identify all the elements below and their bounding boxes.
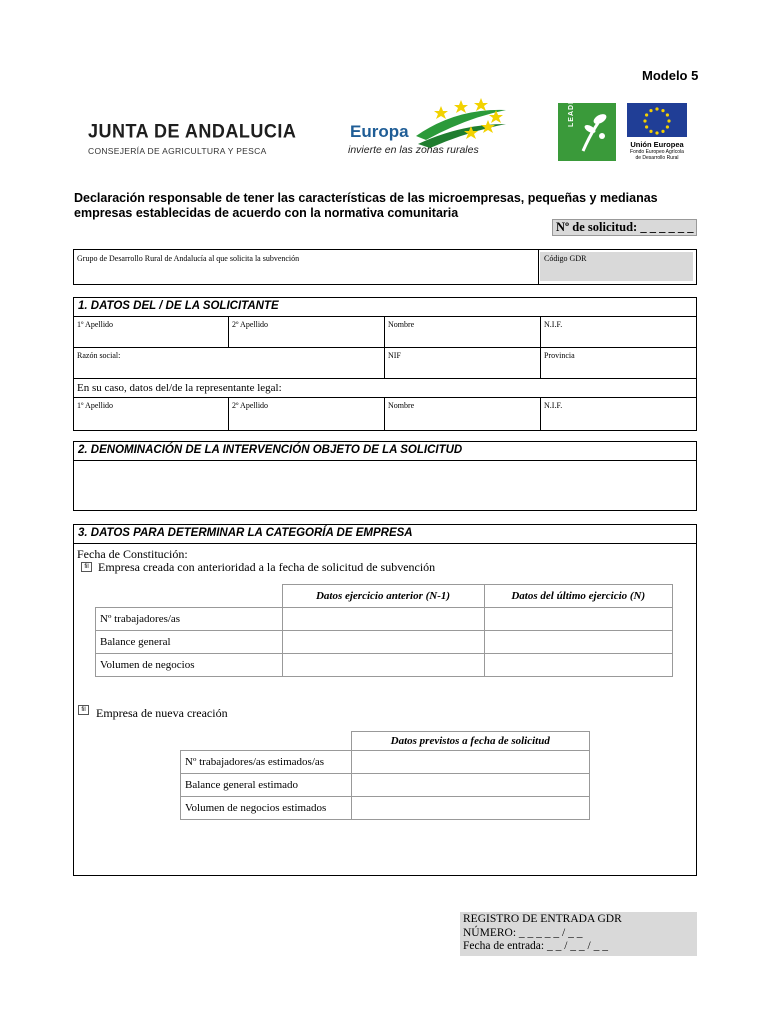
- section-1-title: 1. DATOS DEL / DE LA SOLICITANTE: [78, 300, 279, 312]
- rep-apellido-2-label: 2º Apellido: [232, 401, 269, 410]
- datos-previstos-header: Datos previstos a fecha de solicitud: [351, 732, 590, 751]
- registro-numero: NÚMERO: _ _ _ _ _ / _ _: [463, 926, 583, 939]
- volumen-ultimo-cell[interactable]: [484, 654, 673, 677]
- junta-de-andalucia-logo: [88, 121, 296, 156]
- row-label: Balance general estimado: [181, 774, 352, 797]
- row-label: Volumen de negocios estimados: [181, 797, 352, 820]
- registro-line-1: REGISTRO DE ENTRADA GDR: [463, 913, 622, 925]
- solicitud-number-field[interactable]: Nº de solicitud: _ _ _ _ _ _: [552, 219, 697, 236]
- provincia-label: Provincia: [544, 351, 575, 360]
- rep-apellido-1-field[interactable]: [76, 413, 226, 428]
- trabajadores-anterior-cell[interactable]: [282, 608, 484, 631]
- document-title-line-1: Declaración responsable de tener las características de las microempresas, pequeñas y medianas: [74, 191, 658, 205]
- junta-logo-title: JUNTA DE ANDALUCIA: [88, 119, 297, 142]
- empresa-anterior-label: Empresa creada con anterioridad a la fecha de solicitud de subvención: [98, 560, 436, 574]
- section-3-title: 3. DATOS PARA DETERMINAR LA CATEGORÍA DE EMPRESA: [78, 527, 413, 539]
- eu-logo-title: Unión Europea: [630, 140, 684, 149]
- rep-nif-label: N.I.F.: [544, 401, 563, 410]
- nif-empresa-field[interactable]: [387, 362, 537, 376]
- provincia-field[interactable]: [543, 362, 693, 376]
- datos-ejercicio-table: [95, 584, 673, 677]
- registro-fecha: Fecha de entrada: _ _ / _ _ / _ _: [463, 940, 608, 952]
- nombre-label: Nombre: [388, 320, 415, 329]
- table-row: [181, 751, 590, 774]
- section-2-title: 2. DENOMINACIÓN DE LA INTERVENCIÓN OBJETO DE LA SOLICITUD: [78, 444, 463, 456]
- intervencion-field[interactable]: [76, 463, 694, 508]
- apellido-1-field[interactable]: [76, 331, 226, 345]
- rep-apellido-1-label: 1º Apellido: [77, 401, 114, 410]
- apellido-2-field[interactable]: [231, 331, 381, 345]
- balance-anterior-cell[interactable]: [282, 631, 484, 654]
- leader-logo-text: LEADER: [568, 92, 575, 127]
- volumen-estimado-cell[interactable]: [351, 797, 590, 820]
- nif-empresa-label: NIF: [388, 351, 401, 360]
- razon-social-label: Razón social:: [77, 351, 121, 360]
- empresa-anterior-checkbox[interactable]: fil: [81, 562, 92, 572]
- rep-apellido-2-field[interactable]: [231, 413, 381, 428]
- empresa-nueva-checkbox[interactable]: fil: [78, 705, 89, 715]
- rep-nombre-field[interactable]: [387, 413, 537, 428]
- section-3-box: [73, 524, 697, 876]
- table-row: [181, 774, 590, 797]
- nif-field[interactable]: [543, 331, 693, 345]
- razon-social-field[interactable]: [76, 362, 381, 376]
- empresa-nueva-label: Empresa de nueva creación: [96, 706, 228, 720]
- modelo-label: Modelo 5: [642, 68, 699, 83]
- balance-estimado-cell[interactable]: [351, 774, 590, 797]
- trabajadores-estimados-cell[interactable]: [351, 751, 590, 774]
- row-label: Volumen de negocios: [96, 654, 283, 677]
- eu-flag-logo: [627, 103, 687, 161]
- eu-logo-subtitle-1: Fondo Europeo Agrícola: [630, 149, 684, 155]
- row-label: Nº trabajadores/as: [96, 608, 283, 631]
- rep-nif-field[interactable]: [543, 413, 693, 428]
- table-row: [181, 797, 590, 820]
- registro-entrada-box: [460, 912, 697, 956]
- representante-label: En su caso, datos del/de la representante legal:: [77, 382, 282, 394]
- junta-logo-subtitle: CONSEJERÍA DE AGRICULTURA Y PESCA: [88, 146, 267, 156]
- eu-flag-icon: [627, 103, 687, 137]
- nif-label: N.I.F.: [544, 320, 563, 329]
- table-row: [96, 654, 673, 677]
- leader-sprout-icon: [558, 103, 616, 161]
- trabajadores-ultimo-cell[interactable]: [484, 608, 673, 631]
- apellido-2-label: 2º Apellido: [232, 320, 269, 329]
- datos-ultimo-header: Datos del último ejercicio (N): [484, 585, 673, 608]
- fecha-constitucion-label: Fecha de Constitución:: [77, 547, 188, 561]
- gdr-code-label: Código GDR: [544, 254, 587, 263]
- volumen-anterior-cell[interactable]: [282, 654, 484, 677]
- table-row: [96, 631, 673, 654]
- row-label: Nº trabajadores/as estimados/as: [181, 751, 352, 774]
- europa-logo-subtitle: invierte en las zonas rurales: [348, 144, 479, 156]
- nombre-field[interactable]: [387, 331, 537, 345]
- balance-ultimo-cell[interactable]: [484, 631, 673, 654]
- datos-anterior-header: Datos ejercicio anterior (N-1): [282, 585, 484, 608]
- europa-logo: [346, 96, 511, 160]
- table-row: [96, 608, 673, 631]
- document-title-line-2: empresas establecidas de acuerdo con la normativa comunitaria: [74, 206, 459, 220]
- europa-logo-title: Europa: [350, 122, 409, 141]
- row-label: Balance general: [96, 631, 283, 654]
- rep-nombre-label: Nombre: [388, 401, 415, 410]
- datos-previstos-table: [180, 731, 590, 820]
- gdr-group-field[interactable]: [80, 265, 530, 281]
- gdr-group-label: Grupo de Desarrollo Rural de Andalucía al que solicita la subvención: [77, 254, 300, 263]
- leader-logo: [558, 92, 616, 161]
- apellido-1-label: 1º Apellido: [77, 320, 114, 329]
- eu-logo-subtitle-2: de Desarrollo Rural: [635, 155, 679, 161]
